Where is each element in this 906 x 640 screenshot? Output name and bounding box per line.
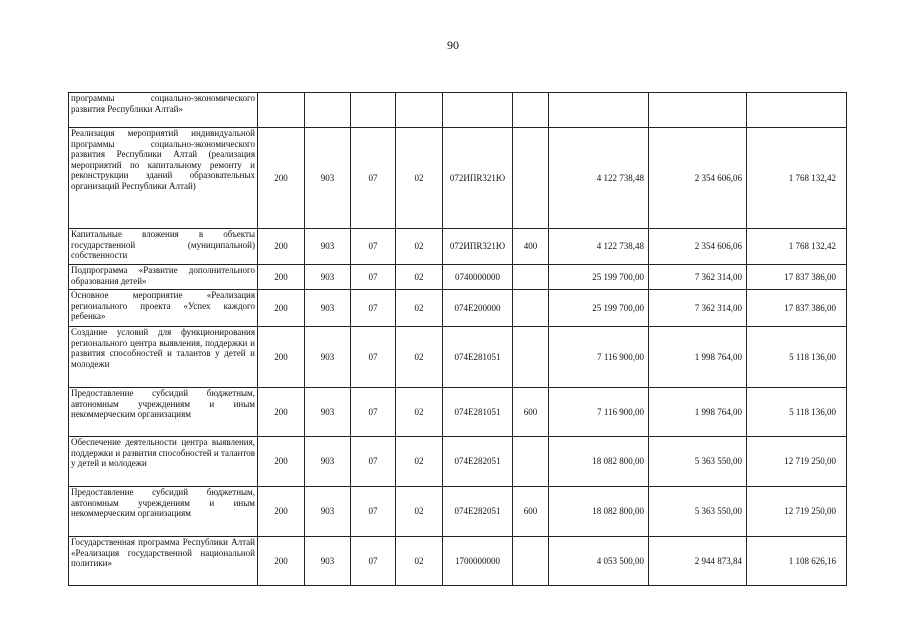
cell-csr: 074E282051 [443, 487, 513, 537]
cell-sum-2: 2 354 606,06 [649, 128, 747, 229]
cell-kvsr: 200 [258, 290, 305, 327]
cell-vr [513, 265, 549, 290]
cell-ved: 903 [305, 487, 351, 537]
table-row [69, 437, 847, 487]
cell-rz: 07 [351, 537, 396, 586]
cell-sum-2 [649, 93, 747, 128]
cell-sum-1: 25 199 700,00 [549, 265, 649, 290]
cell-sum-3: 17 837 386,00 [747, 290, 847, 327]
cell-csr: 074E200000 [443, 290, 513, 327]
cell-pr: 02 [396, 265, 443, 290]
cell-sum-2: 2 354 606,06 [649, 229, 747, 265]
cell-sum-2: 7 362 314,00 [649, 290, 747, 327]
cell-kvsr: 200 [258, 437, 305, 487]
cell-sum-1: 18 082 800,00 [549, 487, 649, 537]
cell-sum-1: 25 199 700,00 [549, 290, 649, 327]
cell-pr: 02 [396, 388, 443, 437]
cell-rz [351, 93, 396, 128]
cell-sum-2: 2 944 873,84 [649, 537, 747, 586]
cell-vr [513, 437, 549, 487]
cell-vr: 600 [513, 487, 549, 537]
cell-name: Предоставление субсидий бюджетным, автономным учреждениям и иным некоммерческим организациям [69, 487, 258, 537]
cell-kvsr: 200 [258, 265, 305, 290]
cell-sum-2: 1 998 764,00 [649, 388, 747, 437]
cell-sum-3: 17 837 386,00 [747, 265, 847, 290]
table-row [69, 265, 847, 290]
cell-csr: 072ИПR321Ю [443, 128, 513, 229]
cell-name: Реализация мероприятий индивидуальной программы социально-экономического развития Республики Алтай (реализация мероприятий по капитальному ремонту и реконструкции зданий образовательных организаций Республики Алтай) [69, 128, 258, 229]
cell-csr: 0740000000 [443, 265, 513, 290]
table-row [69, 537, 847, 586]
cell-csr: 074E281051 [443, 327, 513, 388]
table-body [69, 93, 847, 586]
cell-sum-3: 1 768 132,42 [747, 229, 847, 265]
cell-vr [513, 327, 549, 388]
cell-rz: 07 [351, 487, 396, 537]
cell-vr: 400 [513, 229, 549, 265]
cell-sum-2: 1 998 764,00 [649, 327, 747, 388]
cell-ved: 903 [305, 388, 351, 437]
cell-name: Основное мероприятие «Реализация регионального проекта «Успех каждого ребенка» [69, 290, 258, 327]
table-row [69, 229, 847, 265]
cell-csr: 072ИПR321Ю [443, 229, 513, 265]
cell-name: Предоставление субсидий бюджетным, автономным учреждениям и иным некоммерческим организациям [69, 388, 258, 437]
cell-ved: 903 [305, 327, 351, 388]
cell-name: Капитальные вложения в объекты государственной (муниципальной) собственности [69, 229, 258, 265]
cell-sum-1: 7 116 900,00 [549, 388, 649, 437]
cell-vr [513, 290, 549, 327]
cell-pr: 02 [396, 229, 443, 265]
table-row [69, 128, 847, 229]
cell-kvsr: 200 [258, 537, 305, 586]
cell-sum-2: 5 363 550,00 [649, 437, 747, 487]
cell-sum-3: 12 719 250,00 [747, 487, 847, 537]
cell-ved: 903 [305, 290, 351, 327]
cell-sum-3: 5 118 136,00 [747, 388, 847, 437]
budget-table [68, 92, 847, 586]
cell-ved: 903 [305, 128, 351, 229]
cell-sum-3 [747, 93, 847, 128]
cell-sum-3: 12 719 250,00 [747, 437, 847, 487]
table-row [69, 487, 847, 537]
table-row [69, 327, 847, 388]
cell-vr [513, 537, 549, 586]
cell-ved [305, 93, 351, 128]
cell-sum-2: 7 362 314,00 [649, 265, 747, 290]
cell-name: Создание условий для функционирования регионального центра выявления, поддержки и развития способностей и талантов у детей и молодежи [69, 327, 258, 388]
cell-pr: 02 [396, 290, 443, 327]
cell-ved: 903 [305, 537, 351, 586]
cell-sum-2: 5 363 550,00 [649, 487, 747, 537]
cell-sum-1 [549, 93, 649, 128]
cell-kvsr: 200 [258, 327, 305, 388]
cell-rz: 07 [351, 437, 396, 487]
cell-pr: 02 [396, 327, 443, 388]
page-number: 90 [447, 38, 459, 52]
cell-pr [396, 93, 443, 128]
cell-kvsr: 200 [258, 229, 305, 265]
cell-name: Государственная программа Республики Алтай «Реализация государственной национальной политики» [69, 537, 258, 586]
cell-csr: 074E282051 [443, 437, 513, 487]
cell-rz: 07 [351, 128, 396, 229]
cell-csr: 1700000000 [443, 537, 513, 586]
cell-name: Подпрограмма «Развитие дополнительного образования детей» [69, 265, 258, 290]
cell-rz: 07 [351, 388, 396, 437]
table-row [69, 290, 847, 327]
table-row [69, 93, 847, 128]
cell-vr [513, 93, 549, 128]
cell-sum-1: 7 116 900,00 [549, 327, 649, 388]
cell-name: программы социально-экономического развития Республики Алтай» [69, 93, 258, 128]
cell-sum-3: 5 118 136,00 [747, 327, 847, 388]
cell-rz: 07 [351, 265, 396, 290]
cell-pr: 02 [396, 537, 443, 586]
cell-kvsr: 200 [258, 128, 305, 229]
table-row [69, 388, 847, 437]
cell-sum-1: 18 082 800,00 [549, 437, 649, 487]
cell-ved: 903 [305, 265, 351, 290]
cell-csr [443, 93, 513, 128]
cell-vr: 600 [513, 388, 549, 437]
cell-sum-1: 4 122 738,48 [549, 128, 649, 229]
cell-pr: 02 [396, 437, 443, 487]
cell-pr: 02 [396, 487, 443, 537]
cell-ved: 903 [305, 229, 351, 265]
cell-ved: 903 [305, 437, 351, 487]
cell-kvsr [258, 93, 305, 128]
cell-pr: 02 [396, 128, 443, 229]
cell-sum-1: 4 122 738,48 [549, 229, 649, 265]
cell-sum-1: 4 053 500,00 [549, 537, 649, 586]
cell-sum-3: 1 768 132,42 [747, 128, 847, 229]
cell-rz: 07 [351, 229, 396, 265]
cell-csr: 074E281051 [443, 388, 513, 437]
cell-sum-3: 1 108 626,16 [747, 537, 847, 586]
cell-name: Обеспечение деятельности центра выявления, поддержки и развития способностей и талантов у детей и молодежи [69, 437, 258, 487]
cell-rz: 07 [351, 290, 396, 327]
cell-kvsr: 200 [258, 487, 305, 537]
cell-vr [513, 128, 549, 229]
cell-kvsr: 200 [258, 388, 305, 437]
cell-rz: 07 [351, 327, 396, 388]
